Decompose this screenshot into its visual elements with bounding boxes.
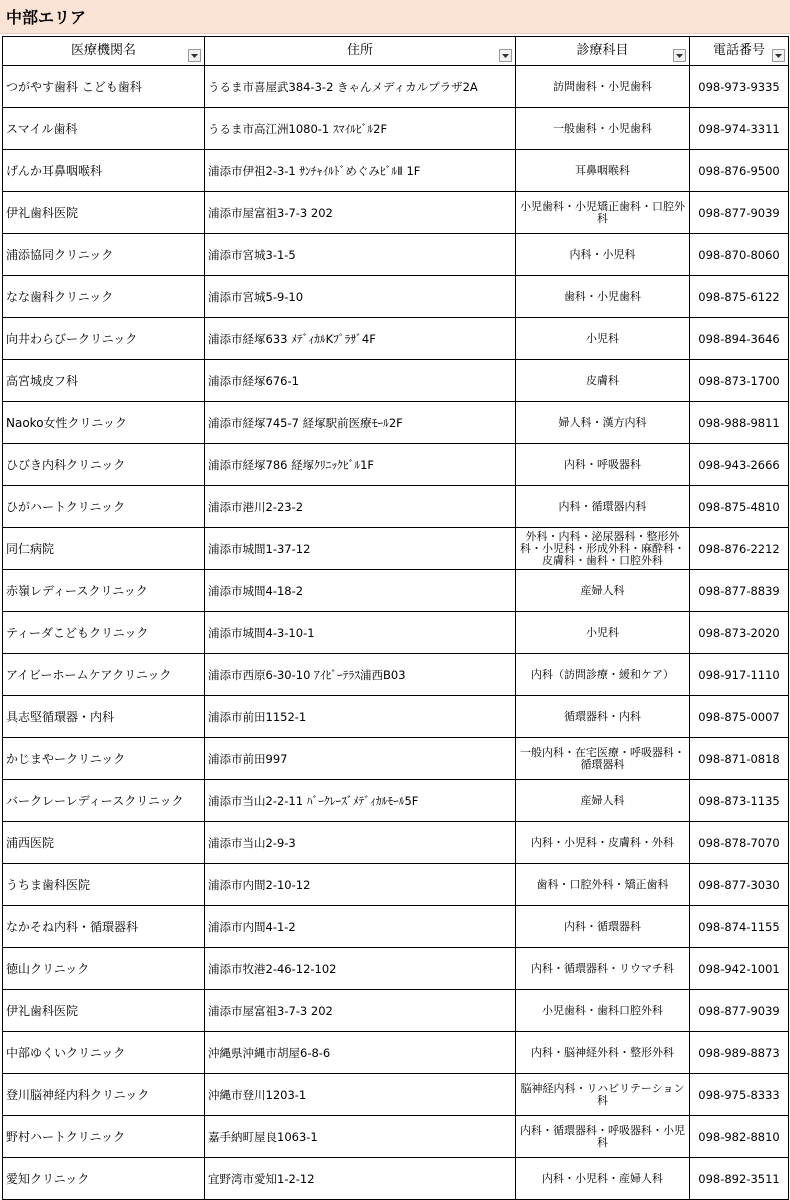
address-cell: 浦添市当山2-9-3 — [205, 822, 516, 864]
clinic-name-cell: 伊礼歯科医院 — [3, 192, 205, 234]
phone-number-cell: 098-873-1700 — [690, 360, 789, 402]
phone-number-cell: 098-942-1001 — [690, 948, 789, 990]
clinic-name-cell: かじまやークリニック — [3, 738, 205, 780]
department-cell: 内科・呼吸器科 — [516, 444, 690, 486]
table-row — [3, 150, 789, 192]
address-cell: 浦添市屋富祖3-7-3 202 — [205, 192, 516, 234]
header-dept-label: 診療科目 — [576, 43, 629, 58]
phone-number-cell: 098-988-9811 — [690, 402, 789, 444]
phone-number-cell: 098-877-9039 — [690, 192, 789, 234]
clinic-name-cell: なかそね内科・循環器科 — [3, 906, 205, 948]
department-cell: 産婦人科 — [516, 570, 690, 612]
table-row — [3, 192, 789, 234]
filter-dropdown-icon[interactable] — [499, 49, 512, 62]
address-cell: 浦添市経塚786 経塚ｸﾘﾆｯｸﾋﾞﾙ1F — [205, 444, 516, 486]
phone-number-cell: 098-892-3511 — [690, 1158, 789, 1200]
department-cell: 歯科・小児歯科 — [516, 276, 690, 318]
table-row — [3, 612, 789, 654]
table-row — [3, 1074, 789, 1116]
phone-number-cell: 098-873-1135 — [690, 780, 789, 822]
address-cell: 浦添市内間2-10-12 — [205, 864, 516, 906]
address-cell: 宜野湾市愛知1-2-12 — [205, 1158, 516, 1200]
clinic-name-cell: 浦西医院 — [3, 822, 205, 864]
address-cell: 沖縄県沖縄市胡屋6-8-6 — [205, 1032, 516, 1074]
table-row — [3, 528, 789, 570]
filter-dropdown-icon[interactable] — [188, 49, 201, 62]
table-row — [3, 276, 789, 318]
clinic-name-cell: げんか耳鼻咽喉科 — [3, 150, 205, 192]
department-cell: 外科・内科・泌尿器科・整形外科・小児科・形成外科・麻酔科・皮膚科・歯科・口腔外科 — [516, 528, 690, 570]
table-row — [3, 822, 789, 864]
department-cell: 小児科 — [516, 612, 690, 654]
department-cell: 訪問歯科・小児歯科 — [516, 66, 690, 108]
clinic-name-cell: 高宮城皮フ科 — [3, 360, 205, 402]
area-title: 中部エリア — [6, 8, 87, 27]
phone-number-cell: 098-894-3646 — [690, 318, 789, 360]
filter-dropdown-icon[interactable] — [772, 49, 785, 62]
area-title-bar — [0, 0, 790, 34]
phone-number-cell: 098-876-9500 — [690, 150, 789, 192]
table-row — [3, 738, 789, 780]
table-row — [3, 864, 789, 906]
filter-dropdown-icon[interactable] — [673, 49, 686, 62]
clinic-name-cell: ひびき内科クリニック — [3, 444, 205, 486]
address-cell: 浦添市前田1152-1 — [205, 696, 516, 738]
phone-number-cell: 098-982-8810 — [690, 1116, 789, 1158]
department-cell: 皮膚科 — [516, 360, 690, 402]
clinic-name-cell: 野村ハートクリニック — [3, 1116, 205, 1158]
department-cell: 内科（訪問診療・緩和ケア） — [516, 654, 690, 696]
address-cell: 浦添市内間4-1-2 — [205, 906, 516, 948]
phone-number-cell: 098-973-9335 — [690, 66, 789, 108]
clinic-name-cell: 同仁病院 — [3, 528, 205, 570]
department-cell: 内科・脳神経外科・整形外科 — [516, 1032, 690, 1074]
table-row — [3, 948, 789, 990]
department-cell: 内科・小児科 — [516, 234, 690, 276]
address-cell: 浦添市城間1-37-12 — [205, 528, 516, 570]
department-cell: 循環器科・内科 — [516, 696, 690, 738]
header-address — [205, 37, 516, 66]
address-cell: 浦添市前田997 — [205, 738, 516, 780]
department-cell: 内科・小児科・産婦人科 — [516, 1158, 690, 1200]
clinic-name-cell: バークレーレディースクリニック — [3, 780, 205, 822]
department-cell: 内科・循環器科・リウマチ科 — [516, 948, 690, 990]
address-cell: 浦添市経塚745-7 経塚駅前医療ﾓｰﾙ2F — [205, 402, 516, 444]
department-cell: 内科・循環器内科 — [516, 486, 690, 528]
table-row — [3, 66, 789, 108]
clinic-name-cell: 徳山クリニック — [3, 948, 205, 990]
clinic-name-cell: 登川脳神経内科クリニック — [3, 1074, 205, 1116]
department-cell: 内科・循環器科 — [516, 906, 690, 948]
department-cell: 耳鼻咽喉科 — [516, 150, 690, 192]
phone-number-cell: 098-873-2020 — [690, 612, 789, 654]
department-cell: 小児科 — [516, 318, 690, 360]
clinic-table — [2, 36, 789, 1200]
phone-number-cell: 098-875-6122 — [690, 276, 789, 318]
table-row — [3, 1032, 789, 1074]
department-cell: 脳神経内科・リハビリテーション科 — [516, 1074, 690, 1116]
address-cell: 浦添市西原6-30-10 ｱｲﾋﾞｰﾃﾗｽ浦西B03 — [205, 654, 516, 696]
address-cell: 浦添市城間4-18-2 — [205, 570, 516, 612]
department-cell: 産婦人科 — [516, 780, 690, 822]
address-cell: 浦添市経塚676-1 — [205, 360, 516, 402]
header-name-label: 医療機関名 — [70, 43, 136, 58]
address-cell: 浦添市屋富祖3-7-3 202 — [205, 990, 516, 1032]
header-address-label: 住所 — [346, 43, 373, 58]
table-row — [3, 360, 789, 402]
table-header-row — [3, 37, 789, 66]
address-cell: 浦添市当山2-2-11 ﾊﾞｰｸﾚｰｽﾞﾒﾃﾞｨｶﾙﾓｰﾙ5F — [205, 780, 516, 822]
header-tel — [690, 37, 789, 66]
phone-number-cell: 098-875-0007 — [690, 696, 789, 738]
phone-number-cell: 098-943-2666 — [690, 444, 789, 486]
phone-number-cell: 098-877-3030 — [690, 864, 789, 906]
address-cell: 浦添市伊祖2-3-1 ｻﾝﾁｬｲﾙﾄﾞめぐみﾋﾞﾙⅡ 1F — [205, 150, 516, 192]
clinic-name-cell: 愛知クリニック — [3, 1158, 205, 1200]
address-cell: 浦添市城間4-3-10-1 — [205, 612, 516, 654]
clinic-name-cell: なな歯科クリニック — [3, 276, 205, 318]
phone-number-cell: 098-975-8333 — [690, 1074, 789, 1116]
header-dept — [516, 37, 690, 66]
clinic-name-cell: スマイル歯科 — [3, 108, 205, 150]
clinic-name-cell: アイビーホームケアクリニック — [3, 654, 205, 696]
clinic-name-cell: Naoko女性クリニック — [3, 402, 205, 444]
phone-number-cell: 098-874-1155 — [690, 906, 789, 948]
phone-number-cell: 098-974-3311 — [690, 108, 789, 150]
table-row — [3, 654, 789, 696]
header-name — [3, 37, 205, 66]
phone-number-cell: 098-870-8060 — [690, 234, 789, 276]
department-cell: 一般歯科・小児歯科 — [516, 108, 690, 150]
department-cell: 一般内科・在宅医療・呼吸器科・循環器科 — [516, 738, 690, 780]
phone-number-cell: 098-877-9039 — [690, 990, 789, 1032]
table-row — [3, 108, 789, 150]
table-row — [3, 570, 789, 612]
clinic-name-cell: 浦添協同クリニック — [3, 234, 205, 276]
table-row — [3, 1158, 789, 1200]
table-row — [3, 696, 789, 738]
table-row — [3, 234, 789, 276]
phone-number-cell: 098-989-8873 — [690, 1032, 789, 1074]
address-cell: 嘉手納町屋良1063-1 — [205, 1116, 516, 1158]
table-row — [3, 1116, 789, 1158]
clinic-name-cell: うちま歯科医院 — [3, 864, 205, 906]
table-body — [3, 66, 789, 1200]
address-cell: 浦添市宮城3-1-5 — [205, 234, 516, 276]
address-cell: 浦添市港川2-23-2 — [205, 486, 516, 528]
phone-number-cell: 098-871-0818 — [690, 738, 789, 780]
clinic-name-cell: ティーダこどもクリニック — [3, 612, 205, 654]
clinic-name-cell: 中部ゆくいクリニック — [3, 1032, 205, 1074]
phone-number-cell: 098-877-8839 — [690, 570, 789, 612]
table-row — [3, 486, 789, 528]
department-cell: 歯科・口腔外科・矯正歯科 — [516, 864, 690, 906]
table-row — [3, 318, 789, 360]
table-row — [3, 990, 789, 1032]
table-row — [3, 444, 789, 486]
address-cell: 浦添市宮城5-9-10 — [205, 276, 516, 318]
clinic-name-cell: つがやす歯科 こども歯科 — [3, 66, 205, 108]
table-row — [3, 780, 789, 822]
department-cell: 内科・小児科・皮膚科・外科 — [516, 822, 690, 864]
clinic-name-cell: ひがハートクリニック — [3, 486, 205, 528]
clinic-name-cell: 具志堅循環器・内科 — [3, 696, 205, 738]
address-cell: うるま市高江洲1080-1 ｽﾏｲﾙﾋﾞﾙ2F — [205, 108, 516, 150]
address-cell: 浦添市牧港2-46-12-102 — [205, 948, 516, 990]
phone-number-cell: 098-875-4810 — [690, 486, 789, 528]
department-cell: 内科・循環器科・呼吸器科・小児科 — [516, 1116, 690, 1158]
header-tel-label: 電話番号 — [712, 43, 765, 58]
department-cell: 婦人科・漢方内科 — [516, 402, 690, 444]
address-cell: 沖縄市登川1203-1 — [205, 1074, 516, 1116]
phone-number-cell: 098-876-2212 — [690, 528, 789, 570]
table-row — [3, 402, 789, 444]
department-cell: 小児歯科・歯科口腔外科 — [516, 990, 690, 1032]
clinic-name-cell: 赤嶺レディースクリニック — [3, 570, 205, 612]
address-cell: 浦添市経塚633 ﾒﾃﾞｨｶﾙKﾌﾟﾗｻﾞ4F — [205, 318, 516, 360]
address-cell: うるま市喜屋武384-3-2 きゃんメディカルプラザ2A — [205, 66, 516, 108]
phone-number-cell: 098-917-1110 — [690, 654, 789, 696]
clinic-name-cell: 向井わらびークリニック — [3, 318, 205, 360]
clinic-name-cell: 伊礼歯科医院 — [3, 990, 205, 1032]
phone-number-cell: 098-878-7070 — [690, 822, 789, 864]
department-cell: 小児歯科・小児矯正歯科・口腔外科 — [516, 192, 690, 234]
table-row — [3, 906, 789, 948]
